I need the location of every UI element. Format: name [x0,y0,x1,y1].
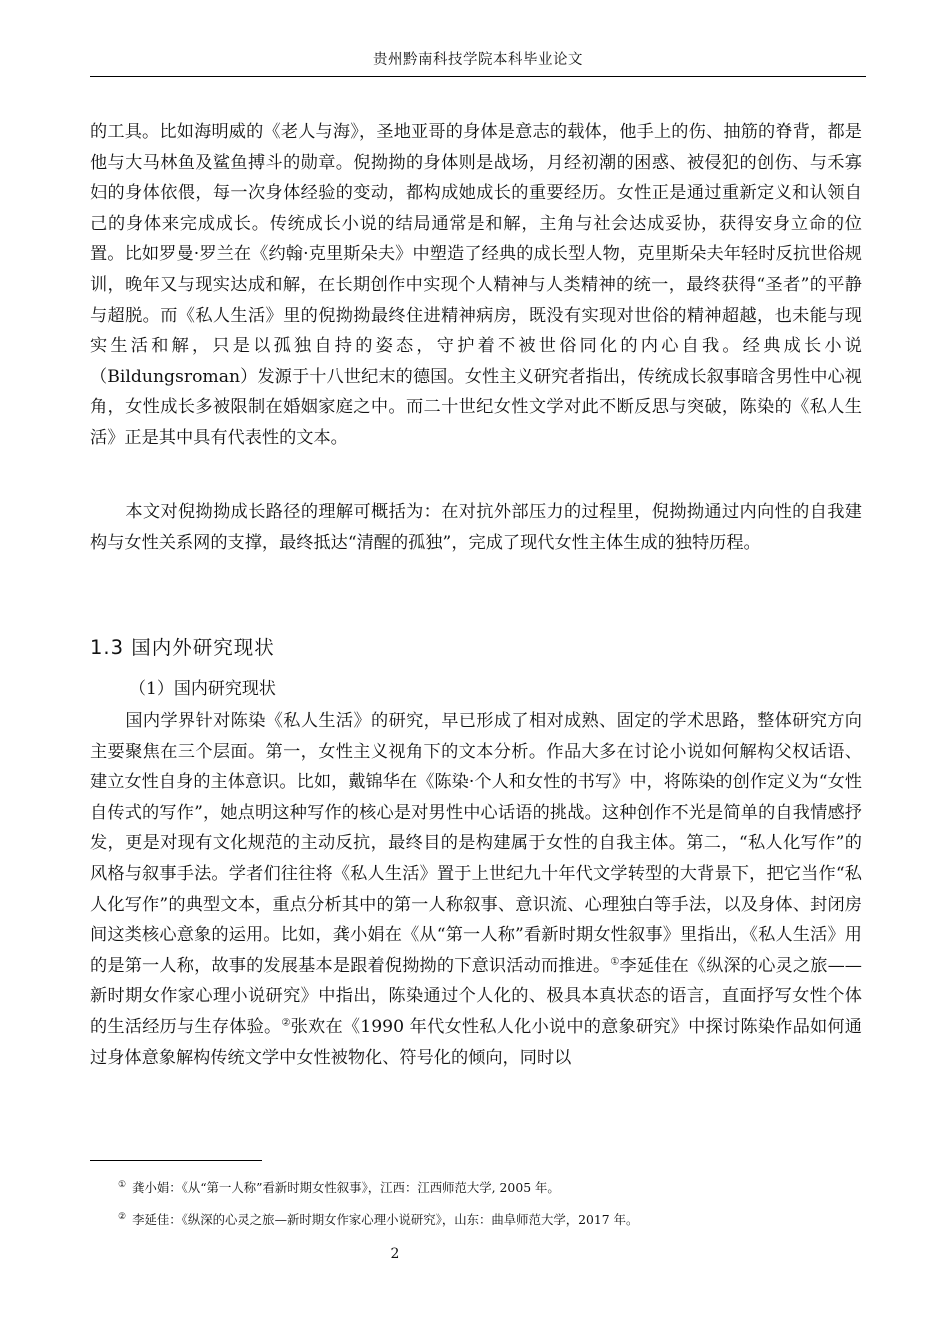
footnote-reference-1[interactable]: ① [610,956,620,968]
footnote-2-text: 李延佳：《纵深的心灵之旅—新时期女作家心理小说研究》，山东：曲阜师范大学，2017 年。 [132,1212,639,1227]
body-paragraph-3-part3: 张欢在《1990 年代女性私人化小说中的意象研究》中探讨陈染作品如何通过身体意象解构传统文学中女性被物化、符号化的倾向，同时以 [90,1016,862,1068]
body-paragraph-3-part1: 国内学界针对陈染《私人生活》的研究，早已形成了相对成熟、固定的学术思路，整体研究方向主要聚焦在三个层面。第一，女性主义视角下的文本分析。作品大多在讨论小说如何解构父权话语、建立女性自身的主体意识。比如，戴锦华在《陈染·个人和女性的书写》中，将陈染的创作定义为“女性自传式的写作”，她点明这种写作的核心是对男性中心话语的挑战。这种创作不光是简单的自我情感抒发，更是对现有文化规范的主动反抗，最终目的是构建属于女性的自我主体。第二，“私人化写作”的风格与叙事手法。学者们往往将《私人生活》置于上世纪九十年代文学转型的大背景下，把它当作“私人化写作”的典型文本，重点分析其中的第一人称叙事、意识流、心理独白等手法，以及身体、封闭房间这类核心意象的运用。比如，龚小娟在《从“第一人称”看新时期女性叙事》里指出，《私人生活》用的是第一人称，故事的发展基本是跟着倪拗拗的下意识活动而推进。 [90,711,862,976]
footnote-2-mark: ② [118,1211,127,1222]
footnote-reference-2[interactable]: ② [281,1017,291,1029]
section-heading: 1.3 国内外研究现状 [90,636,275,659]
footnote-1-mark: ① [118,1179,127,1190]
body-paragraph-3 [90,706,862,1073]
body-paragraph-2 [90,497,862,558]
header-title: 贵州黔南科技学院本科毕业论文 [373,52,583,68]
body-paragraph-2-text: 本文对倪拗拗成长路径的理解可概括为：在对抗外部压力的过程里，倪拗拗通过内向性的自我建构与女性关系网的支撑，最终抵达“清醒的孤独”，完成了现代女性主体生成的独特历程。 [90,502,862,553]
page-number: 2 [390,1246,400,1262]
footnote-1 [118,1178,560,1198]
body-paragraph-3-part2: 李延佳在《纵深的心灵之旅——新时期女作家心理小说研究》中指出，陈染通过个人化的、极具本真状态的语言，直面抒写女性个体的生活经历与生存体验。 [90,955,862,1037]
page-header [90,44,866,77]
footnote-divider [90,1160,262,1161]
footnote-2 [118,1210,638,1230]
footnote-1-text: 龚小娟：《从“第一人称”看新时期女性叙事》，江西：江西师范大学, 2005 年。 [132,1180,560,1195]
body-paragraph-1: 的工具。比如海明威的《老人与海》，圣地亚哥的身体是意志的载体，他手上的伤、抽筋的脊背，都是他与大马林鱼及鲨鱼搏斗的勋章。倪拗拗的身体则是战场，月经初潮的困惑、被侵犯的创伤、与禾寡妇的身体依偎，每一次身体经验的变动，都构成她成长的重要经历。女性正是通过重新定义和认领自己的身体来完成成长。传统成长小说的结局通常是和解，主角与社会达成妥协，获得安身立命的位置。比如罗曼·罗兰在《约翰·克里斯朵夫》中塑造了经典的成长型人物，克里斯朵夫年轻时反抗世俗规训，晚年又与现实达成和解，在长期创作中实现个人精神与人类精神的统一，最终获得“圣者”的平静与超脱。而《私人生活》里的倪拗拗最终住进精神病房，既没有实现对世俗的精神超越，也未能与现实生活和解，只是以孤独自持的姿态，守护着不被世俗同化的内心自我。经典成长小说（Bildungsroman）发源于十八世纪末的德国。女性主义研究者指出，传统成长叙事暗含男性中心视角，女性成长多被限制在婚姻家庭之中。而二十世纪女性文学对此不断反思与突破，陈染的《私人生活》正是其中具有代表性的文本。 [90,122,862,448]
subsection-heading: （1）国内研究现状 [129,679,276,699]
